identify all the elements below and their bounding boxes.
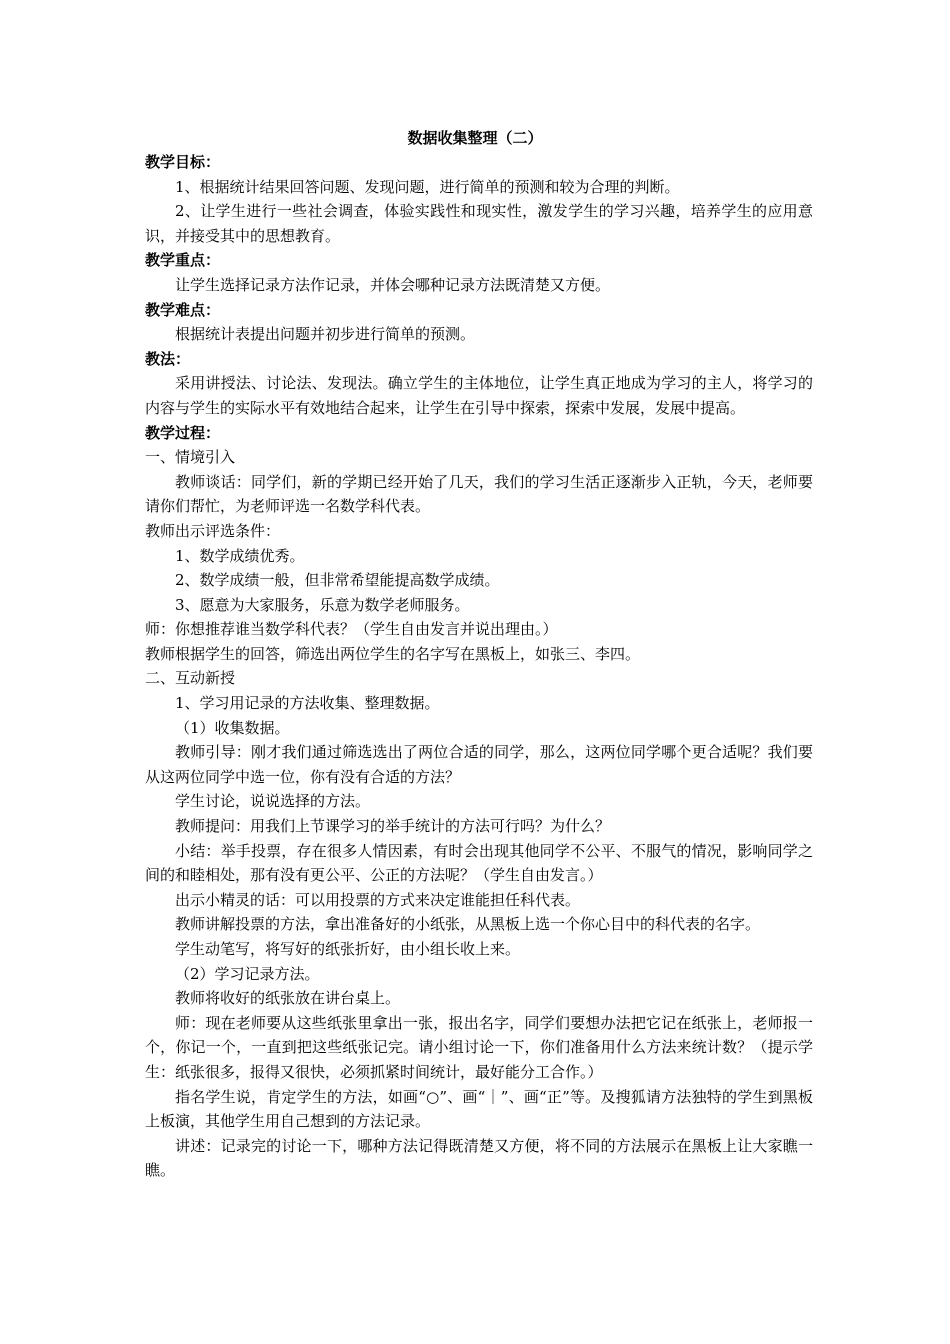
paragraph: 一、情境引入 — [145, 448, 236, 467]
paragraph: 2、数学成绩一般，但非常希望能提高数学成绩。 — [175, 571, 500, 590]
document-title: 数据收集整理（二） — [407, 129, 543, 147]
section-heading: 教学重点： — [145, 251, 221, 270]
paragraph: 教师将收好的纸张放在讲台桌上。 — [175, 989, 401, 1008]
paragraph: 二、互动新授 — [145, 669, 236, 688]
section-heading: 教学目标： — [145, 153, 221, 171]
paragraph: 让学生选择记录方法作记录，并体会哪种记录方法既清楚又方便。 — [175, 275, 611, 294]
paragraph: 采用讲授法、讨论法、发现法。确立学生的主体地位，让学生真正地成为学习的主人，将学习的内容与学生的实际水平有效地结合起来，让学生在引导中探索，探索中发展，发展中提高。 — [145, 374, 813, 417]
paragraph: 小结：举手投票，存在很多人情因素，有时会出现其他同学不公平、不服气的情况，影响同学之间的和睦相处，那有没有更公平、公正的方法呢？（学生自由发言。） — [145, 841, 813, 885]
paragraph: 指名学生说，肯定学生的方法，如画“○”、画“｜”、画“正”等。及搜狐请方法独特的学生到黑板上板演，其他学生用自己想到的方法记录。 — [145, 1087, 813, 1131]
paragraph: 教师根据学生的回答，筛选出两位学生的名字写在黑板上，如张三、李四。 — [145, 644, 641, 663]
paragraph: 1、数学成绩优秀。 — [175, 546, 305, 565]
paragraph: （2）学习记录方法。 — [175, 964, 320, 983]
paragraph: 根据统计表提出问题并初步进行简单的预测。 — [175, 325, 476, 344]
paragraph: 师：你想推荐谁当数学科代表？（学生自由发言并说出理由。） — [145, 620, 558, 639]
paragraph: 学生动笔写，将写好的纸张折好，由小组长收上来。 — [175, 940, 521, 958]
paragraph: 1、根据统计结果回答问题、发现问题，进行简单的预测和较为合理的判断。 — [175, 177, 680, 196]
paragraph: 2、让学生进行一些社会调查，体验实践性和现实性，激发学生的学习兴趣，培养学生的应用意识，并接受其中的思想教育。 — [145, 202, 813, 245]
paragraph: 教师提问：用我们上节课学习的举手统计的方法可行吗？为什么？ — [175, 817, 611, 836]
paragraph: 教师出示评选条件： — [145, 521, 281, 540]
paragraph: 3、愿意为大家服务，乐意为数学老师服务。 — [175, 595, 470, 614]
section-heading: 教学难点： — [145, 300, 221, 319]
section-heading: 教学过程： — [145, 423, 221, 442]
section-heading: 教法： — [145, 349, 191, 368]
paragraph: 学生讨论，说说选择的方法。 — [175, 792, 371, 811]
paragraph: 讲述：记录完的讨论一下，哪种方法记得既清楚又方便，将不同的方法展示在黑板上让大家瞧一瞧。 — [145, 1136, 813, 1180]
paragraph: 教师引导：刚才我们通过筛选选出了两位合适的同学，那么，这两位同学哪个更合适呢？我们要从这两位同学中选一位，你有没有合适的方法？ — [145, 743, 813, 786]
paragraph: 教师讲解投票的方法，拿出准备好的小纸张，从黑板上选一个你心目中的科代表的名字。 — [175, 915, 761, 934]
document-body — [145, 150, 813, 1183]
paragraph: （1）收集数据。 — [175, 718, 290, 737]
paragraph: 1、学习用记录的方法收集、整理数据。 — [175, 694, 440, 713]
paragraph: 出示小精灵的话：可以用投票的方式来决定谁能担任科代表。 — [175, 890, 581, 909]
paragraph: 教师谈话：同学们，新的学期已经开始了几天，我们的学习生活正逐渐步入正轨，今天，老师要请你们帮忙，为老师评选一名数学科代表。 — [145, 472, 813, 516]
paragraph: 师：现在老师要从这些纸张里拿出一张，报出名字，同学们要想办法把它记在纸张上，老师报一个，你记一个，一直到把这些纸张记完。请小组讨论一下，你们准备用什么方法来统计数？（提示学生：纸张很多，报得又很快，必须抓紧时间统计，最好能分工合作。） — [145, 1013, 813, 1081]
